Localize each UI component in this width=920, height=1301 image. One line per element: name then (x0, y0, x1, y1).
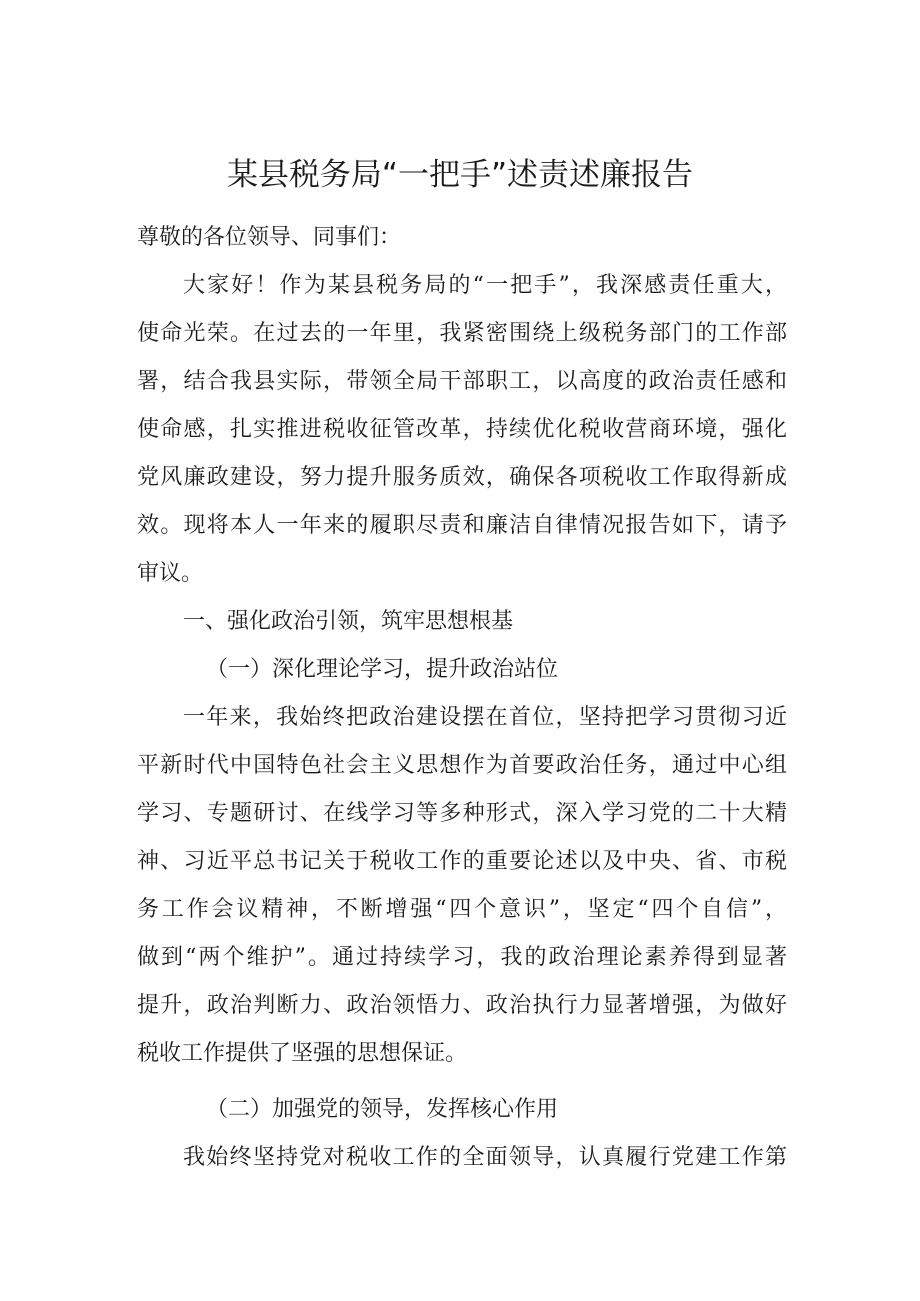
body-line: 做到“两个维护”。通过持续学习，我的政治理论素养得到显著 (137, 945, 787, 970)
intro-line: 党风廉政建设，努力提升服务质效，确保各项税收工作取得新成 (137, 465, 787, 490)
salutation: 尊敬的各位领导、同事们： (137, 225, 402, 250)
document-title: 某县税务局“一把手”述责述廉报告 (226, 157, 694, 193)
intro-line: 使命光荣。在过去的一年里，我紧密围绕上级税务部门的工作部 (137, 321, 787, 346)
body-line: 学习、专题研讨、在线学习等多种形式，深入学习党的二十大精 (137, 801, 787, 826)
body-line: 一年来，我始终把政治建设摆在首位，坚持把学习贯彻习近 (183, 705, 787, 730)
intro-line: 署，结合我县实际，带领全局干部职工，以高度的政治责任感和 (137, 369, 787, 394)
subsection-heading: （一）深化理论学习，提升政治站位 (206, 657, 559, 682)
body-line: 平新时代中国特色社会主义思想作为首要政治任务，通过中心组 (137, 753, 787, 778)
intro-line: 大家好！作为某县税务局的“一把手”，我深感责任重大， (183, 273, 787, 298)
body-line: 税收工作提供了坚强的思想保证。 (137, 1041, 468, 1066)
body-line: 提升，政治判断力、政治领悟力、政治执行力显著增强，为做好 (137, 993, 787, 1018)
intro-line: 效。现将本人一年来的履职尽责和廉洁自律情况报告如下，请予 (137, 513, 787, 538)
body-line: 我始终坚持党对税收工作的全面领导，认真履行党建工作第 (183, 1145, 787, 1170)
body-line: 神、习近平总书记关于税收工作的重要论述以及中央、省、市税 (137, 849, 787, 874)
intro-line: 使命感，扎实推进税收征管改革，持续优化税收营商环境，强化 (137, 417, 787, 442)
intro-line: 审议。 (137, 561, 204, 586)
subsection-heading: （二）加强党的领导，发挥核心作用 (206, 1097, 559, 1122)
section-heading: 一、强化政治引领，筑牢思想根基 (183, 609, 514, 634)
body-line: 务工作会议精神，不断增强“四个意识”，坚定“四个自信”， (137, 897, 787, 922)
